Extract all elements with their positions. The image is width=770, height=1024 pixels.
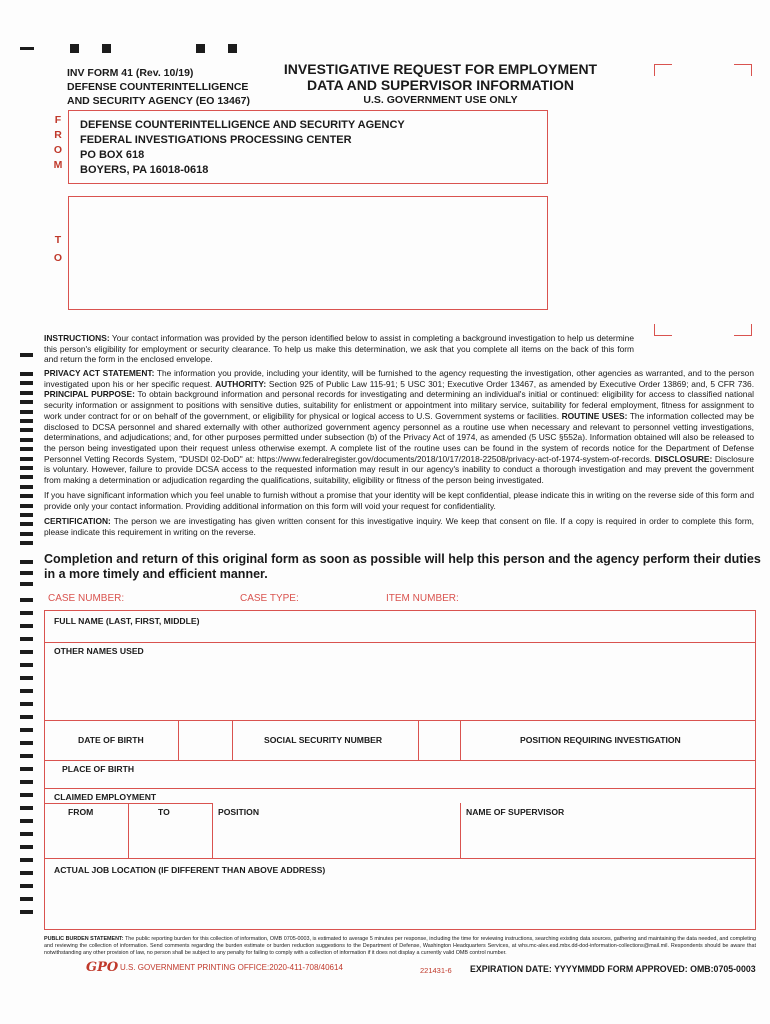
other-names-field[interactable] <box>45 658 755 720</box>
timing-mark <box>20 475 33 479</box>
timing-mark <box>20 702 33 706</box>
timing-mark <box>20 494 33 498</box>
timing-mark <box>20 897 33 901</box>
to-address-box[interactable] <box>68 196 548 310</box>
public-burden-statement: PUBLIC BURDEN STATEMENT: The public reporting burden for this collection of information, OMB 0705-0003, is estimated to average 5 minutes per response, including the time for reviewing instructions, searching existing data sources, gathering and maintaining the data needed, and completing and reviewing the collection of information. Send comments regarding the burden estimate or burden reduction suggestions to the Department of Defense, Washington Headquarters Services, at whs.mc-alex.esd.mbx.dd-dod-information-collections@mail.mil. Respondents should be aware that notwithstanding any other provision of law, no person shall be subject to any penalty for failing to comply with a collection of information if it does not display a currently valid OMB control number. <box>44 936 757 957</box>
timing-mark <box>20 353 33 357</box>
timing-mark <box>20 650 33 654</box>
divider <box>44 788 756 789</box>
other-names-label: OTHER NAMES USED <box>54 646 144 656</box>
timing-mark <box>20 858 33 862</box>
form-title: INVESTIGATIVE REQUEST FOR EMPLOYMENT DATA AND SUPERVISOR INFORMATION <box>283 61 598 93</box>
divider <box>44 720 756 721</box>
divider <box>44 642 756 643</box>
full-name-field[interactable] <box>45 628 755 642</box>
divider <box>232 720 233 760</box>
registration-mark <box>102 44 111 53</box>
job-location-label: ACTUAL JOB LOCATION (IF DIFFERENT THAN ABOVE ADDRESS) <box>54 865 326 875</box>
window-corner <box>734 324 752 336</box>
timing-mark <box>20 447 33 451</box>
item-number-label: ITEM NUMBER: <box>386 593 459 604</box>
timing-mark <box>20 819 33 823</box>
timing-mark <box>20 598 33 602</box>
window-corner <box>654 324 672 336</box>
timing-mark <box>20 560 33 564</box>
timing-mark <box>20 457 33 461</box>
gpo-logo: GPO <box>86 960 119 975</box>
registration-mark <box>20 47 34 50</box>
timing-mark <box>20 582 33 586</box>
timing-mark <box>20 884 33 888</box>
position-label: POSITION <box>218 807 260 817</box>
timing-mark <box>20 513 33 517</box>
registration-mark <box>70 44 79 53</box>
full-name-label: FULL NAME (LAST, FIRST, MIDDLE) <box>54 616 200 626</box>
timing-mark <box>20 611 33 615</box>
timing-mark <box>20 541 33 545</box>
confidentiality-paragraph: If you have significant information which you feel unable to furnish without a promise that your identity will be kept confidential, please indicate this in writing on the reverse side of this form and provide only your contact information. Providing additional information on this form will void your request for confidentiality. <box>44 490 754 511</box>
registration-mark <box>228 44 237 53</box>
date-of-birth-field[interactable] <box>179 721 231 759</box>
timing-mark <box>20 676 33 680</box>
timing-mark <box>20 637 33 641</box>
agency-line: DEFENSE COUNTERINTELLIGENCE <box>67 81 249 93</box>
timing-mark <box>20 466 33 470</box>
divider <box>44 858 756 859</box>
timing-mark <box>20 504 33 508</box>
timing-mark <box>20 689 33 693</box>
timing-mark <box>20 871 33 875</box>
form-header-left <box>67 66 250 108</box>
timing-mark <box>20 624 33 628</box>
ssn-label: SOCIAL SECURITY NUMBER <box>264 735 383 745</box>
position-field[interactable] <box>213 818 459 858</box>
timing-mark <box>20 372 33 376</box>
from-address: DEFENSE COUNTERINTELLIGENCE AND SECURITY AGENCY FEDERAL INVESTIGATIONS PROCESSING CENTER PO BOX 618 BOYERS, PA 16018-0618 <box>80 119 405 176</box>
timing-mark <box>20 754 33 758</box>
timing-mark <box>20 806 33 810</box>
form-number: INV FORM 41 (Rev. 10/19) <box>67 67 194 79</box>
timing-mark <box>20 410 33 414</box>
claimed-employment-label: CLAIMED EMPLOYMENT <box>54 792 157 802</box>
instructions-paragraph: INSTRUCTIONS: Your contact information was provided by the person identified below to assist in completing a background investigation to help us determine this person's eligibility for employment or security clearance. To help us make this determination, we ask that you complete all items on the back of this form and return the form in the enclosed envelope. <box>44 333 634 365</box>
form-code: 221431-6 <box>420 966 452 975</box>
case-type-label: CASE TYPE: <box>240 593 299 604</box>
completion-notice: Completion and return of this original form as soon as possible will help this person and the agency perform their duties in a more timely and efficient manner. <box>44 552 761 581</box>
timing-mark <box>20 400 33 404</box>
job-location-field[interactable] <box>45 878 755 929</box>
ssn-field[interactable] <box>419 721 459 759</box>
timing-mark <box>20 845 33 849</box>
registration-mark <box>196 44 205 53</box>
employment-from-label: FROM <box>68 807 94 817</box>
from-label: F R O M <box>53 114 63 171</box>
timing-mark <box>20 522 33 526</box>
employment-to-label: TO <box>158 807 170 817</box>
timing-mark <box>20 767 33 771</box>
timing-mark <box>20 571 33 575</box>
timing-mark <box>20 910 33 914</box>
timing-mark <box>20 728 33 732</box>
date-of-birth-label: DATE OF BIRTH <box>78 735 144 745</box>
place-of-birth-label: PLACE OF BIRTH <box>62 764 135 774</box>
expiration-approval-line: EXPIRATION DATE: YYYYMMDD FORM APPROVED: OMB:0705-0003 <box>470 964 756 974</box>
certification-paragraph: CERTIFICATION: The person we are investigating has given written consent for this investigative inquiry. We keep that consent on file. If a copy is required in order to complete this form, please indicate this requirement in writing on the reverse. <box>44 516 754 537</box>
timing-mark <box>20 438 33 442</box>
timing-mark <box>20 391 33 395</box>
timing-mark <box>20 793 33 797</box>
divider <box>44 760 756 761</box>
form-subtitle: U.S. GOVERNMENT USE ONLY <box>363 94 518 106</box>
timing-mark <box>20 715 33 719</box>
timing-mark <box>20 419 33 423</box>
timing-mark <box>20 485 33 489</box>
timing-mark <box>20 780 33 784</box>
window-corner <box>734 64 752 76</box>
agency-line: AND SECURITY AGENCY (EO 13467) <box>67 95 251 107</box>
timing-mark <box>20 532 33 536</box>
case-number-label: CASE NUMBER: <box>48 593 125 604</box>
employment-to-field[interactable] <box>129 818 211 858</box>
place-of-birth-field[interactable] <box>45 776 755 788</box>
timing-mark <box>20 663 33 667</box>
timing-mark <box>20 428 33 432</box>
gpo-printing-line: U.S. GOVERNMENT PRINTING OFFICE:2020-411-708/40614 <box>120 963 343 972</box>
window-corner <box>654 64 672 76</box>
timing-mark <box>20 381 33 385</box>
timing-mark <box>20 741 33 745</box>
divider <box>460 720 461 760</box>
name-of-supervisor-label: NAME OF SUPERVISOR <box>466 807 565 817</box>
privacy-act-statement: PRIVACY ACT STATEMENT: The information you provide, including your identity, will be furnished to the agency requesting the investigation, other agencies as warranted, and to the person investigated upon his or her specific request. AUTHORITY: Section 925 of Public Law 115-91; 5 USC 301; Executive Order 13467, as amended by Executive Order 13869; and, 5 CFR 736. PRINCIPAL PURPOSE: To obtain background information and personal records for investigating and determining an individual's initial or continued: eligibility for access to classified national security information or assignment to positions with sensitive duties, suitability for enlistment or appointment into military service, suitability for federal employment, fitness for assignment to work under contract for or on behalf of the government, or eligibility for physical or logical access to U.S. Government systems or facilities. ROUTINE USES: The information collected may be disclosed to DCSA personnel and shared externally with other authorized government agency personnel as a routine use when necessary and relevant to personnel vetting investigations, determinations, and adjudications; and, for other purposes permitted under subsection (b) of the Privacy Act of 1974, as amended (5 USC §552a). Information obtained will also be released to the person being investigated upon their request unless otherwise exempt. A complete list of the routine uses can be found in the system of records notice for the Department of Defense Personnel Vetting Records System, "DUSDI 02-DoD" at: https://www.federalregister.gov/documents/2018/10/17/2018-22508/privacy-act-of-1974-system-of-records. DISCLOSURE: Disclosure is voluntary. However, failure to provide DCSA access to the requested information may result in our agency's inability to conduct a thorough investigation and may prevent the government from making a determination or adjudication regarding the qualifications, suitability, eligibility or fitness of the person being investigated. <box>44 368 755 486</box>
to-label: T O <box>53 234 63 264</box>
employment-from-field[interactable] <box>45 818 127 858</box>
name-of-supervisor-field[interactable] <box>461 818 755 858</box>
position-requiring-investigation-label: POSITION REQUIRING INVESTIGATION <box>520 735 681 745</box>
timing-mark <box>20 832 33 836</box>
